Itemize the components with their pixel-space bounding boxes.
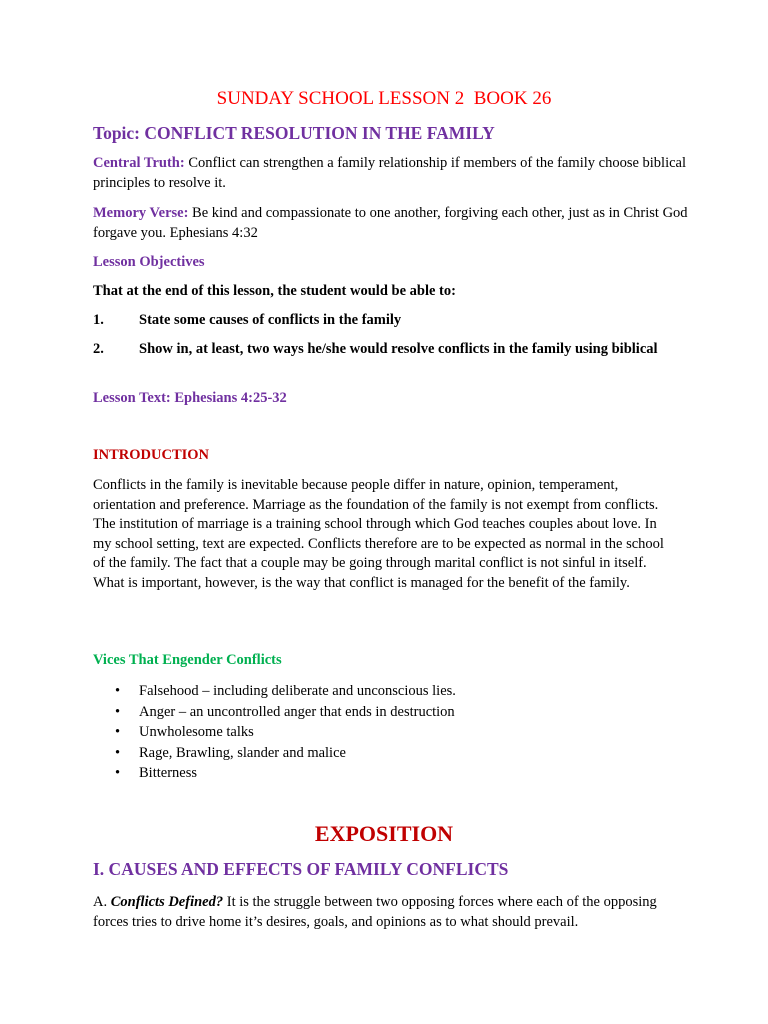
list-item: [115, 722, 675, 743]
paragraph-letter-dot: .: [103, 894, 111, 910]
central-truth-text: Conflict can strengthen a family relationship if members of the family choose biblical principles to resolve it.: [93, 155, 687, 191]
central-truth-paragraph: [93, 154, 693, 193]
list-item: [115, 743, 675, 764]
lesson-topic: Topic: CONFLICT RESOLUTION IN THE FAMILY: [93, 123, 495, 143]
lesson-text-reference: Lesson Text: Ephesians 4:25-32: [93, 390, 287, 406]
exposition-heading: EXPOSITION: [314, 821, 454, 846]
memory-verse-label: Memory Verse:: [93, 205, 189, 221]
memory-verse-text: Be kind and compassionate to one another, forgiving each other, just as in Christ God forgave you. Ephesians 4:32: [93, 205, 688, 241]
objective-text: State some causes of conflicts in the family: [139, 312, 402, 328]
vice-text: Rage, Brawling, slander and malice: [139, 744, 346, 761]
vice-text: Anger – an uncontrolled anger that ends in destruction: [139, 703, 455, 720]
section-title: I. CAUSES AND EFFECTS OF FAMILY CONFLICTS: [93, 859, 509, 879]
objectives-heading: Lesson Objectives: [93, 254, 205, 270]
bullet-icon: •: [115, 683, 121, 699]
page-title: SUNDAY SCHOOL LESSON 2 BOOK 26: [216, 88, 552, 109]
vice-text: Bitterness: [139, 765, 197, 781]
objective-number: 1.: [93, 312, 104, 328]
vice-text: Unwholesome talks: [139, 724, 254, 740]
conflicts-defined-paragraph: [93, 893, 678, 932]
list-item: [115, 702, 675, 723]
objective-number: 2.: [93, 341, 104, 357]
objective-text: Show in, at least, two ways he/she would resolve conflicts in the family using biblical: [139, 341, 658, 357]
vice-text: Falsehood – including deliberate and unconscious lies.: [139, 683, 456, 699]
paragraph-letter: A: [93, 894, 104, 910]
list-item: [115, 681, 675, 702]
introduction-heading: INTRODUCTION: [93, 447, 210, 463]
memory-verse-paragraph: [93, 204, 693, 243]
bullet-icon: •: [115, 724, 121, 740]
vices-list: [115, 681, 675, 784]
central-truth-label: Central Truth:: [93, 155, 185, 171]
definition-text: It is the struggle between two opposing forces where each of the opposing forces tries to drive home it’s desires, goals, and opinions as to what should prevail.: [93, 894, 657, 930]
objectives-intro: That at the end of this lesson, the student would be able to:: [93, 283, 456, 299]
objective-item: [93, 311, 693, 331]
defined-term: Conflicts Defined?: [110, 894, 224, 910]
objective-item: [93, 340, 693, 360]
bullet-icon: •: [115, 744, 121, 761]
list-item: [115, 763, 675, 784]
bullet-icon: •: [115, 765, 121, 781]
vices-heading: Vices That Engender Conflicts: [93, 652, 282, 668]
introduction-body: Conflicts in the family is inevitable because people differ in nature, opinion, temperament, orientation and preference. Marriage as the foundation of the family is not exempt from conflicts. The institution of marriage is a training school through which God teaches couples about love. In my school setting, text are expected. Conflicts therefore are to be expected as normal in the school of the family. The fact that a couple may be going through marital conflict is not sinful in itself. What is important, however, is the way that conflict is managed for the benefit of the family.: [93, 477, 664, 591]
bullet-icon: •: [115, 703, 121, 720]
